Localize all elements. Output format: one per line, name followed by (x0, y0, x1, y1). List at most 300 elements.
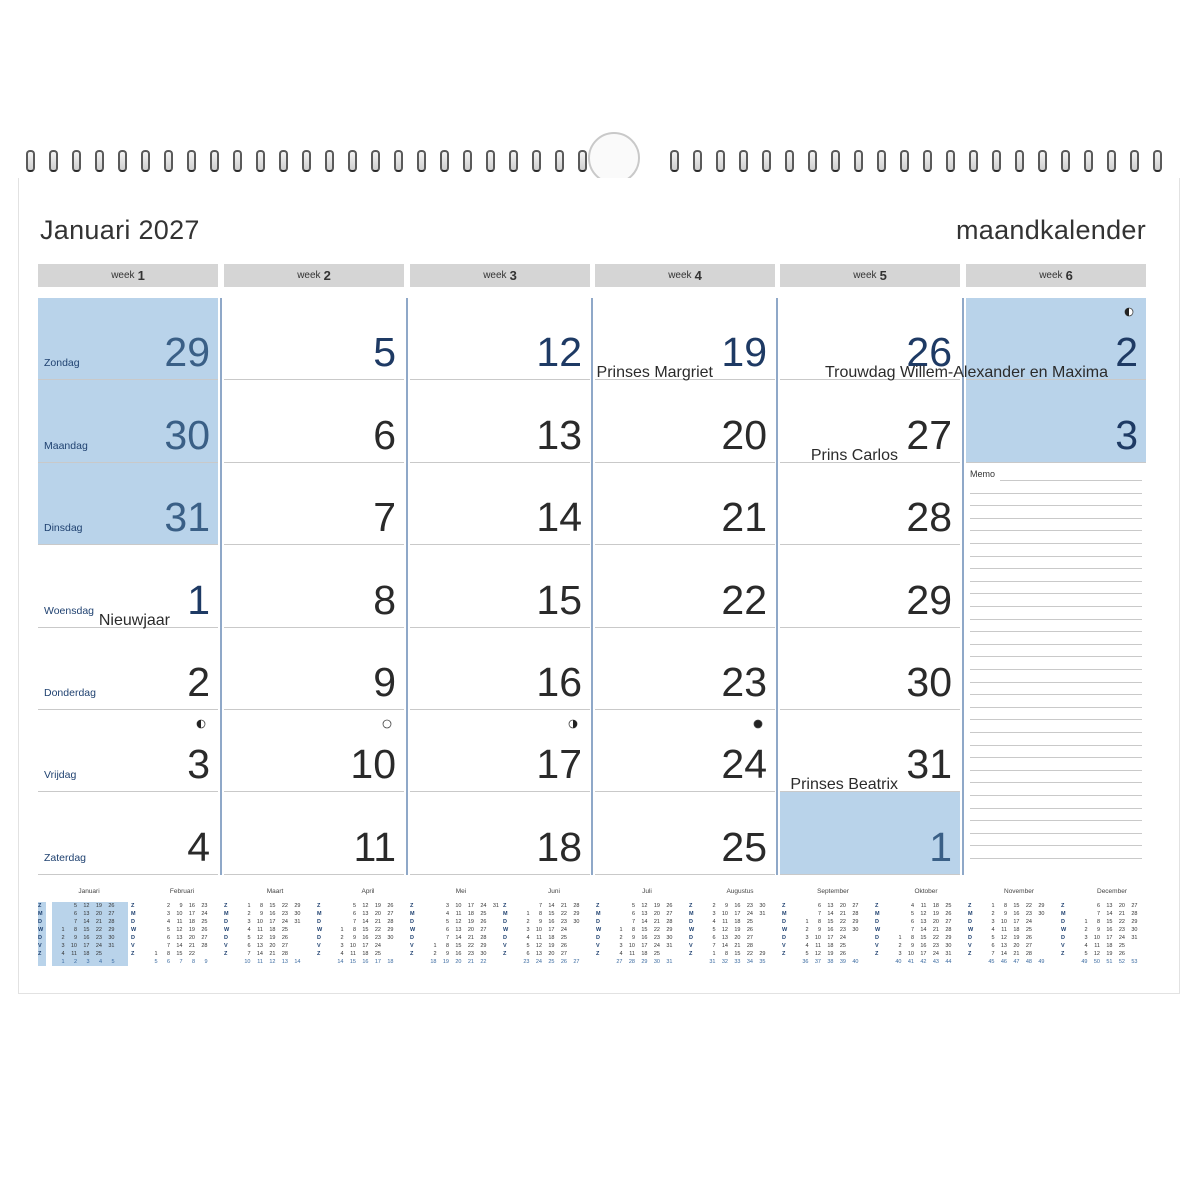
mini-day (753, 918, 766, 926)
mini-week-number: 49 (1038, 959, 1045, 965)
mini-month-april (317, 888, 407, 976)
week-number: 3 (509, 268, 517, 283)
mini-week-number: 53 (1131, 959, 1138, 965)
mini-day: 21 (95, 919, 102, 925)
mini-day: 16 (1013, 911, 1020, 917)
mini-day: 2 (526, 919, 530, 925)
mini-day: 24 (1118, 935, 1125, 941)
mini-day: 13 (455, 927, 462, 933)
mini-day: 29 (480, 943, 487, 949)
mini-day (1032, 918, 1045, 926)
mini-day: 25 (839, 943, 846, 949)
mini-day-grid (610, 902, 686, 966)
mini-day: 22 (95, 927, 102, 933)
memo-line (970, 682, 1142, 683)
mini-day: 7 (1096, 911, 1100, 917)
mini-day: 11 (455, 911, 462, 917)
memo-line (970, 770, 1142, 771)
day-cell[interactable] (38, 298, 218, 380)
mini-day: 17 (1013, 919, 1020, 925)
mini-week-number: 18 (387, 959, 394, 965)
mini-week-number: 26 (560, 959, 567, 965)
mini-day: 7 (712, 943, 716, 949)
mini-day: 16 (83, 935, 90, 941)
mini-day-letter: D (317, 935, 321, 941)
day-cell[interactable] (224, 628, 404, 710)
day-cell[interactable] (595, 710, 775, 792)
mini-day: 23 (95, 935, 102, 941)
mini-day: 14 (455, 935, 462, 941)
moon-phase-icon (1124, 304, 1134, 314)
mini-day: 29 (759, 951, 766, 957)
mini-day: 25 (374, 951, 381, 957)
day-cell[interactable] (224, 298, 404, 380)
column-separator (962, 298, 964, 875)
mini-day: 14 (256, 951, 263, 957)
mini-day-letter: Z (317, 951, 321, 957)
mini-day: 26 (560, 943, 567, 949)
day-cell[interactable] (224, 380, 404, 462)
mini-day-letter: Z (38, 903, 42, 909)
mini-day: 24 (839, 935, 846, 941)
mini-day: 6 (445, 927, 449, 933)
mini-day: 25 (560, 935, 567, 941)
mini-day: 27 (560, 951, 567, 957)
mini-day: 24 (95, 943, 102, 949)
mini-day: 9 (631, 935, 635, 941)
mini-day: 4 (526, 935, 530, 941)
mini-day: 6 (352, 911, 356, 917)
mini-day-letter: M (596, 911, 601, 917)
weekday-label: Dinsdag (44, 522, 83, 535)
mini-day (424, 910, 437, 918)
week-label: week (483, 270, 507, 281)
mini-day: 10 (176, 911, 183, 917)
mini-week-marker (224, 958, 232, 966)
mini-day: 3 (247, 919, 251, 925)
day-number: 13 (536, 411, 582, 458)
mini-day-grid (982, 902, 1058, 966)
moon-phase-icon (753, 716, 763, 726)
mini-day: 15 (734, 951, 741, 957)
mini-day-grid (145, 902, 221, 966)
mini-day: 4 (247, 927, 251, 933)
mini-day: 26 (108, 903, 115, 909)
coil-ring (532, 150, 541, 172)
mini-day: 11 (629, 951, 635, 957)
day-number: 27 (906, 411, 952, 458)
mini-day: 26 (480, 919, 487, 925)
mini-week-marker (410, 958, 418, 966)
memo-area[interactable] (966, 464, 1146, 874)
day-cell[interactable] (780, 545, 960, 627)
mini-day-letter: V (1061, 943, 1065, 949)
day-cell[interactable] (595, 792, 775, 874)
mini-day: 1 (712, 951, 716, 957)
day-cell[interactable] (595, 628, 775, 710)
weekday-label: Vrijdag (44, 769, 77, 782)
mini-day: 14 (548, 903, 555, 909)
mini-day-letters (317, 902, 325, 966)
mini-day-letter: D (317, 919, 321, 925)
mini-day: 11 (722, 919, 728, 925)
day-cell[interactable] (38, 710, 218, 792)
mini-week-marker (968, 958, 976, 966)
mini-day: 10 (907, 951, 914, 957)
mini-day: 29 (1131, 919, 1138, 925)
mini-week-number: 9 (204, 959, 208, 965)
coil-ring (1084, 150, 1093, 172)
day-cell[interactable] (38, 792, 218, 874)
mini-day: 12 (176, 927, 183, 933)
mini-week-marker (782, 958, 790, 966)
day-cell[interactable] (224, 463, 404, 545)
mini-day: 6 (73, 911, 77, 917)
mini-day: 22 (1118, 919, 1125, 925)
memo-line (970, 808, 1142, 809)
mini-day-grid (1075, 902, 1151, 966)
day-cell[interactable] (410, 298, 590, 380)
mini-day-letters (596, 902, 604, 966)
mini-day-letter: Z (596, 903, 600, 909)
mini-day: 11 (176, 919, 183, 925)
mini-day (145, 934, 158, 942)
mini-day-letter: W (689, 927, 695, 933)
mini-day (610, 918, 623, 926)
day-number: 29 (164, 329, 210, 376)
mini-week-number: 1 (61, 959, 65, 965)
mini-day: 8 (631, 927, 635, 933)
mini-day: 26 (945, 911, 952, 917)
mini-day (753, 926, 766, 934)
mini-day: 24 (201, 911, 208, 917)
mini-day-letter: M (968, 911, 973, 917)
mini-day-letter: Z (1061, 951, 1065, 957)
mini-day: 2 (247, 911, 251, 917)
mini-day-grid (796, 902, 872, 966)
mini-day: 3 (61, 943, 65, 949)
mini-day: 14 (920, 927, 927, 933)
moon-phase-icon (196, 716, 206, 726)
year-overview (38, 888, 1158, 976)
mini-day-letter: W (131, 927, 137, 933)
mini-day-letter: D (131, 919, 135, 925)
mini-week-number: 37 (814, 959, 821, 965)
mini-day (288, 950, 301, 958)
day-number: 31 (164, 494, 210, 541)
mini-day (145, 942, 158, 950)
day-cell[interactable] (410, 792, 590, 874)
day-cell[interactable] (780, 792, 960, 874)
mini-day: 1 (340, 927, 344, 933)
holiday-label: Prinses Beatrix (790, 776, 898, 794)
week-label: week (1039, 270, 1063, 281)
mini-day: 25 (201, 919, 208, 925)
mini-day: 18 (188, 919, 195, 925)
mini-day (424, 926, 437, 934)
mini-day-letter: D (1061, 935, 1065, 941)
mini-week-number: 14 (337, 959, 344, 965)
mini-day: 4 (1084, 943, 1088, 949)
mini-day-letter: D (968, 919, 972, 925)
mini-month-januari (38, 888, 128, 976)
day-cell[interactable] (410, 380, 590, 462)
mini-day: 23 (1025, 911, 1032, 917)
mini-day: 10 (70, 943, 77, 949)
day-cell[interactable] (410, 545, 590, 627)
memo-line (970, 795, 1142, 796)
mini-month-name: Augustus (726, 888, 754, 895)
mini-week-number: 18 (430, 959, 437, 965)
memo-line (970, 719, 1142, 720)
mini-day-letters (131, 902, 139, 966)
mini-day: 5 (166, 927, 170, 933)
mini-day: 9 (817, 927, 821, 933)
mini-day: 29 (108, 927, 115, 933)
coil-ring (256, 150, 265, 172)
day-cell[interactable] (410, 628, 590, 710)
mini-day: 15 (83, 927, 90, 933)
mini-day: 27 (746, 935, 753, 941)
memo-line (970, 543, 1142, 544)
mini-day: 9 (538, 919, 542, 925)
mini-day-letter: V (317, 943, 321, 949)
mini-day: 29 (294, 903, 301, 909)
mini-day: 30 (294, 911, 301, 917)
mini-day: 14 (362, 919, 369, 925)
mini-day (567, 942, 580, 950)
mini-day-letter: W (503, 927, 509, 933)
mini-day-letter: D (131, 935, 135, 941)
mini-day: 6 (712, 935, 716, 941)
day-cell[interactable] (595, 545, 775, 627)
mini-day (1032, 934, 1045, 942)
weekday-label: Zaterdag (44, 851, 87, 864)
mini-day: 21 (560, 903, 567, 909)
mini-day: 4 (910, 903, 914, 909)
mini-day: 5 (631, 903, 635, 909)
mini-day: 6 (166, 935, 170, 941)
mini-day: 18 (269, 927, 276, 933)
mini-day: 2 (166, 903, 170, 909)
mini-day-letters (689, 902, 697, 966)
weekday-label: Zondag (44, 357, 80, 370)
mini-day: 29 (1038, 903, 1045, 909)
mini-day (753, 934, 766, 942)
day-cell[interactable] (38, 628, 218, 710)
day-number: 20 (721, 411, 767, 458)
mini-day: 17 (920, 951, 927, 957)
mini-day-letter: Z (38, 951, 42, 957)
coil-ring (1015, 150, 1024, 172)
mini-day: 27 (852, 903, 859, 909)
mini-day: 25 (1025, 927, 1032, 933)
mini-week-number: 27 (616, 959, 623, 965)
mini-day-letter: D (410, 935, 414, 941)
mini-day: 23 (839, 927, 846, 933)
mini-day (889, 902, 902, 910)
mini-day: 25 (281, 927, 288, 933)
mini-day: 26 (281, 935, 288, 941)
mini-day: 8 (445, 943, 449, 949)
mini-day: 19 (1106, 951, 1113, 957)
mini-day: 25 (1118, 943, 1125, 949)
day-cell[interactable] (966, 380, 1146, 462)
mini-day: 15 (920, 935, 927, 941)
mini-day: 22 (653, 927, 660, 933)
mini-month-name: Mei (455, 888, 467, 895)
mini-day: 12 (535, 943, 542, 949)
day-cell[interactable] (780, 463, 960, 545)
mini-day-letter: V (131, 943, 135, 949)
mini-day: 28 (746, 943, 753, 949)
mini-day: 2 (712, 903, 716, 909)
mini-day: 11 (257, 927, 263, 933)
mini-day: 7 (73, 919, 77, 925)
mini-day: 22 (374, 927, 381, 933)
mini-day: 30 (108, 935, 115, 941)
mini-day: 18 (734, 919, 741, 925)
day-cell[interactable] (224, 545, 404, 627)
mini-day: 2 (61, 935, 65, 941)
memo-line (970, 606, 1142, 607)
mini-day-letter: Z (1061, 903, 1065, 909)
mini-day: 27 (1025, 943, 1032, 949)
mini-day: 28 (852, 911, 859, 917)
memo-line (970, 745, 1142, 746)
coil-ring (555, 150, 564, 172)
week-label: week (668, 270, 692, 281)
mini-day: 13 (920, 919, 927, 925)
day-cell[interactable] (38, 380, 218, 462)
mini-day: 25 (95, 951, 102, 957)
mini-day: 18 (362, 951, 369, 957)
mini-day: 11 (920, 903, 927, 909)
mini-day: 9 (910, 943, 914, 949)
mini-day: 7 (445, 935, 449, 941)
mini-day: 18 (641, 951, 648, 957)
day-number: 26 (906, 329, 952, 376)
memo-line (970, 707, 1142, 708)
mini-day: 7 (538, 903, 542, 909)
mini-day: 5 (352, 903, 356, 909)
mini-day-letter: D (503, 919, 507, 925)
mini-day: 1 (526, 911, 530, 917)
week-header-5 (780, 264, 960, 287)
mini-day: 5 (247, 935, 251, 941)
mini-day: 4 (61, 951, 65, 957)
mini-day: 10 (1000, 919, 1007, 925)
day-cell[interactable] (410, 710, 590, 792)
mini-day: 1 (1084, 919, 1088, 925)
day-cell[interactable] (224, 792, 404, 874)
mini-day: 29 (852, 919, 859, 925)
day-cell[interactable] (595, 463, 775, 545)
mini-day-letters (782, 902, 790, 966)
week-number: 4 (694, 268, 702, 283)
mini-day: 6 (991, 943, 995, 949)
mini-day: 24 (746, 911, 753, 917)
mini-day: 12 (1093, 951, 1100, 957)
week-number: 5 (879, 268, 887, 283)
mini-day: 28 (108, 919, 115, 925)
mini-day: 21 (188, 943, 195, 949)
week-header-3 (410, 264, 590, 287)
mini-month-juni (503, 888, 593, 976)
coil-ring (348, 150, 357, 172)
mini-day: 15 (1106, 919, 1113, 925)
mini-week-number: 31 (709, 959, 716, 965)
mini-day: 20 (188, 935, 195, 941)
mini-day: 3 (898, 951, 902, 957)
mini-day: 21 (932, 927, 939, 933)
mini-day: 17 (734, 911, 741, 917)
mini-day: 26 (839, 951, 846, 957)
mini-day: 17 (1106, 935, 1113, 941)
mini-day: 13 (83, 911, 90, 917)
day-cell[interactable] (224, 710, 404, 792)
mini-day: 7 (631, 919, 635, 925)
mini-day: 25 (480, 911, 487, 917)
mini-day: 20 (374, 911, 381, 917)
coil-ring (210, 150, 219, 172)
mini-day-letter: V (410, 943, 414, 949)
mini-month-name: November (1004, 888, 1034, 895)
mini-day: 20 (932, 919, 939, 925)
day-cell[interactable] (780, 628, 960, 710)
mini-day: 16 (455, 951, 462, 957)
mini-day: 18 (467, 911, 474, 917)
mini-day-letter: W (875, 927, 881, 933)
mini-day: 31 (666, 943, 673, 949)
mini-day: 27 (108, 911, 115, 917)
mini-day: 21 (1118, 911, 1125, 917)
mini-day: 27 (201, 935, 208, 941)
mini-week-number: 11 (257, 959, 263, 965)
mini-day: 23 (281, 911, 288, 917)
mini-day: 2 (991, 911, 995, 917)
mini-day-letter: Z (317, 903, 321, 909)
day-number: 4 (187, 823, 210, 870)
day-cell[interactable] (38, 463, 218, 545)
mini-day-letter: Z (503, 951, 507, 957)
mini-week-number: 50 (1093, 959, 1100, 965)
mini-day: 13 (176, 935, 183, 941)
mini-day (610, 902, 623, 910)
mini-day-letter: M (689, 911, 694, 917)
mini-day (424, 934, 437, 942)
day-cell[interactable] (595, 380, 775, 462)
mini-day: 9 (259, 911, 263, 917)
mini-day: 3 (526, 927, 530, 933)
mini-month-name: Oktober (914, 888, 938, 895)
mini-day: 28 (387, 919, 394, 925)
mini-day: 12 (814, 951, 821, 957)
mini-day (331, 918, 344, 926)
mini-week-number: 17 (374, 959, 381, 965)
mini-day: 19 (653, 903, 660, 909)
mini-day: 31 (108, 943, 115, 949)
mini-week-number: 40 (895, 959, 902, 965)
memo-line (970, 757, 1142, 758)
day-number: 30 (164, 411, 210, 458)
mini-day (796, 902, 809, 910)
memo-line (970, 568, 1142, 569)
mini-day: 14 (1106, 911, 1113, 917)
day-number: 23 (721, 658, 767, 705)
mini-week-number: 10 (244, 959, 251, 965)
day-cell[interactable] (410, 463, 590, 545)
